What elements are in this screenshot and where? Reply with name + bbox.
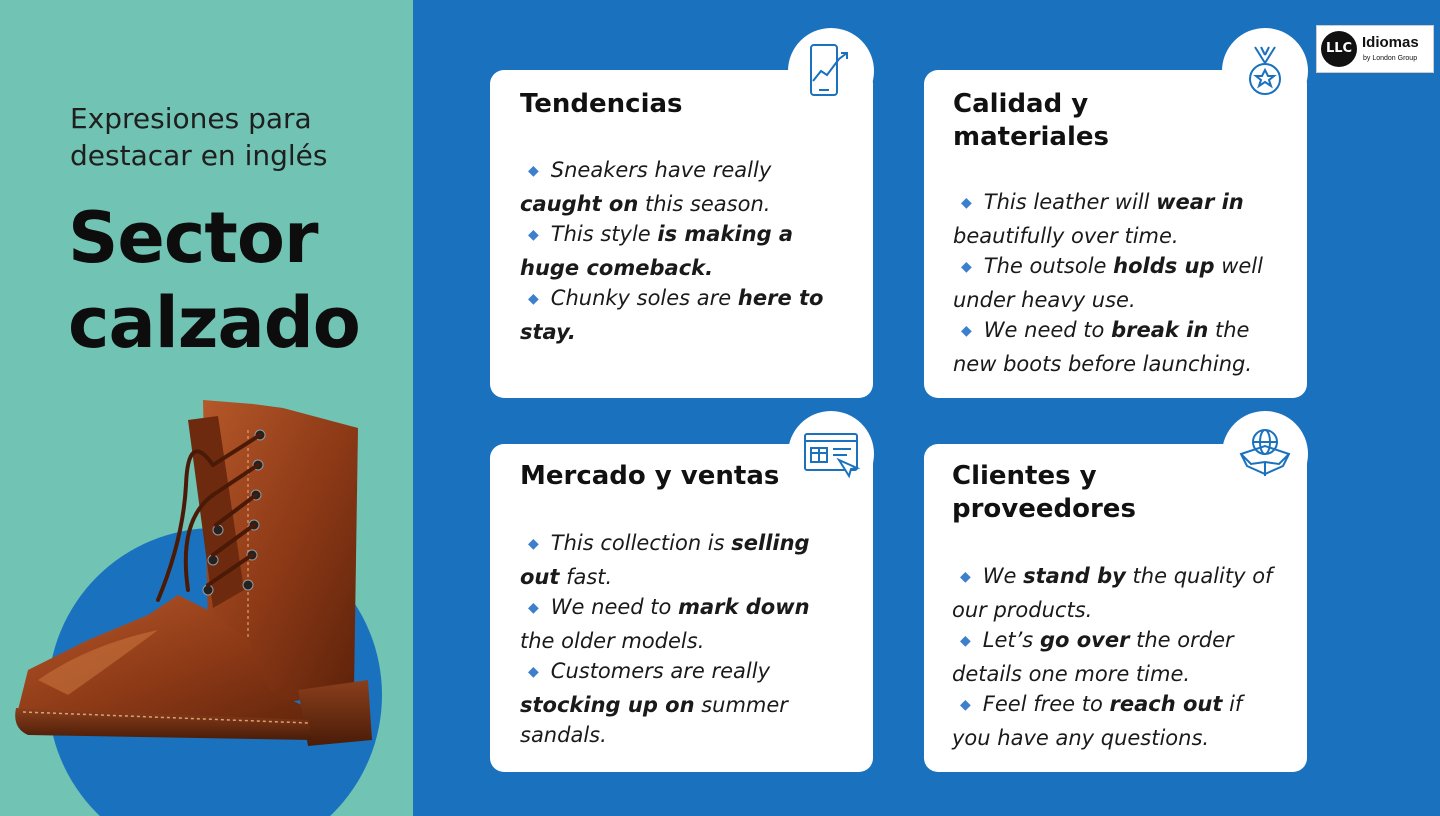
- list-item: stay.: [520, 319, 576, 344]
- subtitle-line: Expresiones para: [70, 102, 312, 135]
- logo-tagline: by London Group: [1363, 55, 1418, 62]
- list-item: ◆ Sneakers have really: [528, 158, 772, 182]
- list-item: ◆ Chunky soles are here to: [528, 286, 824, 310]
- bullet-icon: ◆: [528, 664, 539, 680]
- card-title: [520, 88, 683, 121]
- bullet-icon: ◆: [960, 697, 971, 713]
- logo-mark: LLC: [1321, 31, 1357, 67]
- list-item: details one more time.: [952, 661, 1191, 686]
- list-item: ◆ We stand by the quality of: [960, 564, 1273, 588]
- subtitle: [70, 100, 390, 174]
- bullet-icon: ◆: [528, 227, 539, 243]
- list-item: stocking up on summer: [520, 692, 788, 717]
- list-item: ◆ Customers are really: [528, 659, 771, 683]
- list-item: out fast.: [520, 564, 613, 589]
- bullet-icon: ◆: [961, 195, 972, 211]
- bullet-icon: ◆: [960, 633, 971, 649]
- card-body: [520, 528, 810, 751]
- bullet-icon: ◆: [960, 569, 971, 585]
- list-item: ◆ This collection is selling: [528, 531, 810, 555]
- card-title: [520, 460, 779, 493]
- list-item: ◆ Feel free to reach out if: [960, 692, 1243, 716]
- card-body: [520, 155, 823, 347]
- list-item: under heavy use.: [953, 287, 1136, 312]
- card-title-line: Mercado y ventas: [520, 461, 780, 491]
- card-title-line: Clientes y: [952, 461, 1097, 491]
- list-item: ◆ This leather will wear in: [961, 190, 1244, 214]
- bullet-icon: ◆: [528, 291, 539, 307]
- list-item: ◆ Let’s go over the order: [960, 628, 1234, 652]
- bullet-icon: ◆: [961, 323, 972, 339]
- list-item: ◆ This style is making a: [528, 222, 794, 246]
- card-title: [952, 460, 1136, 526]
- card-title-line: proveedores: [952, 494, 1136, 524]
- list-item: you have any questions.: [952, 725, 1210, 750]
- list-item: sandals.: [520, 723, 607, 747]
- card-calidad: [924, 70, 1307, 398]
- bullet-icon: ◆: [961, 259, 972, 275]
- list-item: our products.: [952, 597, 1093, 622]
- phone-trend-icon: [788, 28, 874, 114]
- card-body: [953, 187, 1263, 379]
- list-item: ◆ We need to mark down: [528, 595, 810, 619]
- card-title-line: Tendencias: [520, 89, 683, 119]
- title-line: calzado: [68, 282, 360, 364]
- subtitle-line: destacar en inglés: [70, 139, 328, 172]
- list-item: the older models.: [520, 628, 705, 653]
- globe-box-icon: [1222, 411, 1308, 497]
- list-item: ◆ The outsole holds up well: [961, 254, 1263, 278]
- bullet-icon: ◆: [528, 163, 539, 179]
- bullet-icon: ◆: [528, 536, 539, 552]
- card-title-line: Calidad y: [953, 89, 1089, 119]
- list-item: huge comeback.: [520, 255, 714, 280]
- card-title: [953, 88, 1109, 154]
- web-shop-icon: [788, 411, 874, 497]
- boot-image: [8, 390, 380, 760]
- list-item: new boots before launching.: [953, 351, 1253, 376]
- card-title-line: materiales: [953, 122, 1109, 152]
- list-item: caught on this season.: [520, 191, 771, 216]
- card-body: [952, 561, 1272, 753]
- title-line: Sector: [68, 197, 318, 279]
- card-tendencias: [490, 70, 873, 398]
- medal-icon: [1222, 28, 1308, 114]
- left-panel: [0, 0, 413, 816]
- brand-logo: [1316, 25, 1434, 73]
- logo-name: Idiomas: [1362, 34, 1419, 51]
- page-title: [68, 196, 408, 366]
- list-item: beautifully over time.: [953, 223, 1179, 248]
- bullet-icon: ◆: [528, 600, 539, 616]
- list-item: ◆ We need to break in the: [961, 318, 1250, 342]
